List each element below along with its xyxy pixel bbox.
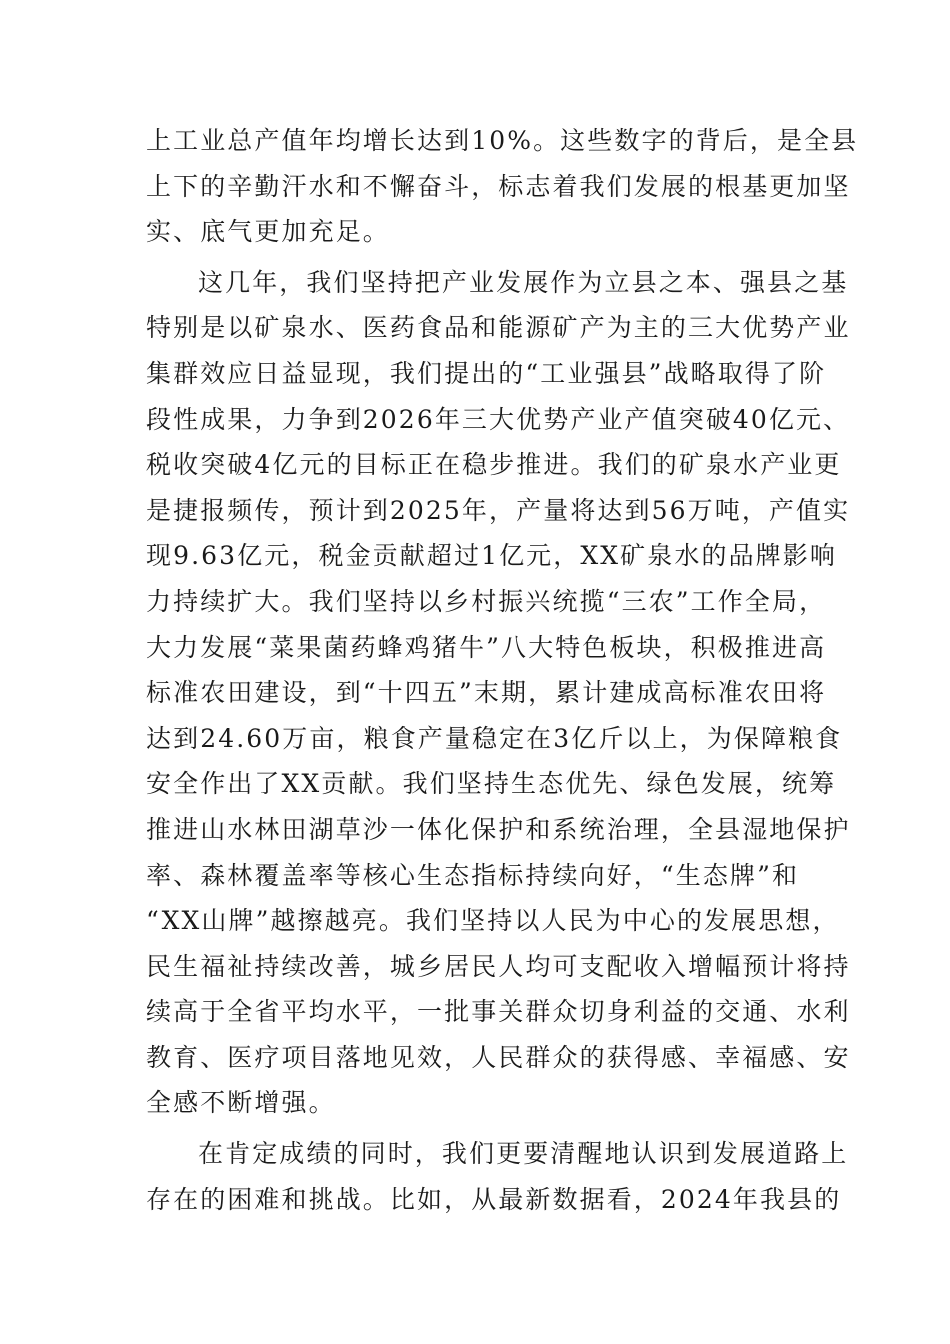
- text-line: 存在的困难和挑战。比如，从最新数据看，2024年我县的: [146, 1184, 842, 1214]
- text-line: 上工业总产值年均增长达到10%。这些数字的背后，是全县: [146, 126, 859, 155]
- text-line: 这几年，我们坚持把产业发展作为立县之本、强县之基: [198, 267, 849, 297]
- text-line: 推进山水林田湖草沙一体化保护和系统治理，全县湿地保护: [146, 814, 851, 844]
- text-line: 续高于全省平均水平，一批事关群众切身利益的交通、水利: [146, 997, 851, 1027]
- text-line: 特别是以矿泉水、医药食品和能源矿产为主的三大优势产业: [146, 313, 851, 343]
- text-line: 是捷报频传，预计到2025年，产量将达到56万吨，产值实: [146, 495, 851, 525]
- text-line: 集群效应日益显现，我们提出的“工业强县”战略取得了阶: [146, 358, 827, 388]
- text-line: 在肯定成绩的同时，我们更要清醒地认识到发展道路上: [198, 1139, 849, 1169]
- text-line: 实、底气更加充足。: [146, 217, 390, 247]
- text-line: 现9.63亿元，税金贡献超过1亿元，XX矿泉水的品牌影响: [146, 541, 837, 571]
- document-body: [146, 118, 859, 1222]
- paragraph-1: [146, 118, 859, 255]
- text-line: 大力发展“菜果菌药蜂鸡猪牛”八大特色板块，积极推进高: [146, 632, 827, 662]
- text-line: 标准农田建设，到“十四五”末期，累计建成高标准农田将: [146, 678, 827, 708]
- text-line: 率、森林覆盖率等核心生态指标持续向好，“生态牌”和: [146, 860, 800, 890]
- paragraph-3: [146, 1131, 849, 1222]
- text-line: 全感不断增强。: [146, 1088, 336, 1118]
- text-line: “XX山牌”越擦越亮。我们坚持以人民为中心的发展思想，: [146, 906, 840, 936]
- text-line: 安全作出了XX贡献。我们坚持生态优先、绿色发展，统筹: [146, 769, 837, 799]
- text-line: 段性成果，力争到2026年三大优势产业产值突破40亿元、: [146, 404, 851, 434]
- text-line: 民生福祉持续改善，城乡居民人均可支配收入增幅预计将持: [146, 951, 851, 981]
- text-line: 达到24.60万亩，粮食产量稳定在3亿斤以上，为保障粮食: [146, 723, 843, 753]
- text-line: 力持续扩大。我们坚持以乡村振兴统揽“三农”工作全局，: [146, 586, 827, 616]
- text-line: 税收突破4亿元的目标正在稳步推进。我们的矿泉水产业更: [146, 450, 842, 480]
- text-line: 上下的辛勤汗水和不懈奋斗，标志着我们发展的根基更加坚: [146, 171, 851, 201]
- paragraph-2: [146, 260, 851, 1126]
- text-line: 教育、医疗项目落地见效，人民群众的获得感、幸福感、安: [146, 1042, 851, 1072]
